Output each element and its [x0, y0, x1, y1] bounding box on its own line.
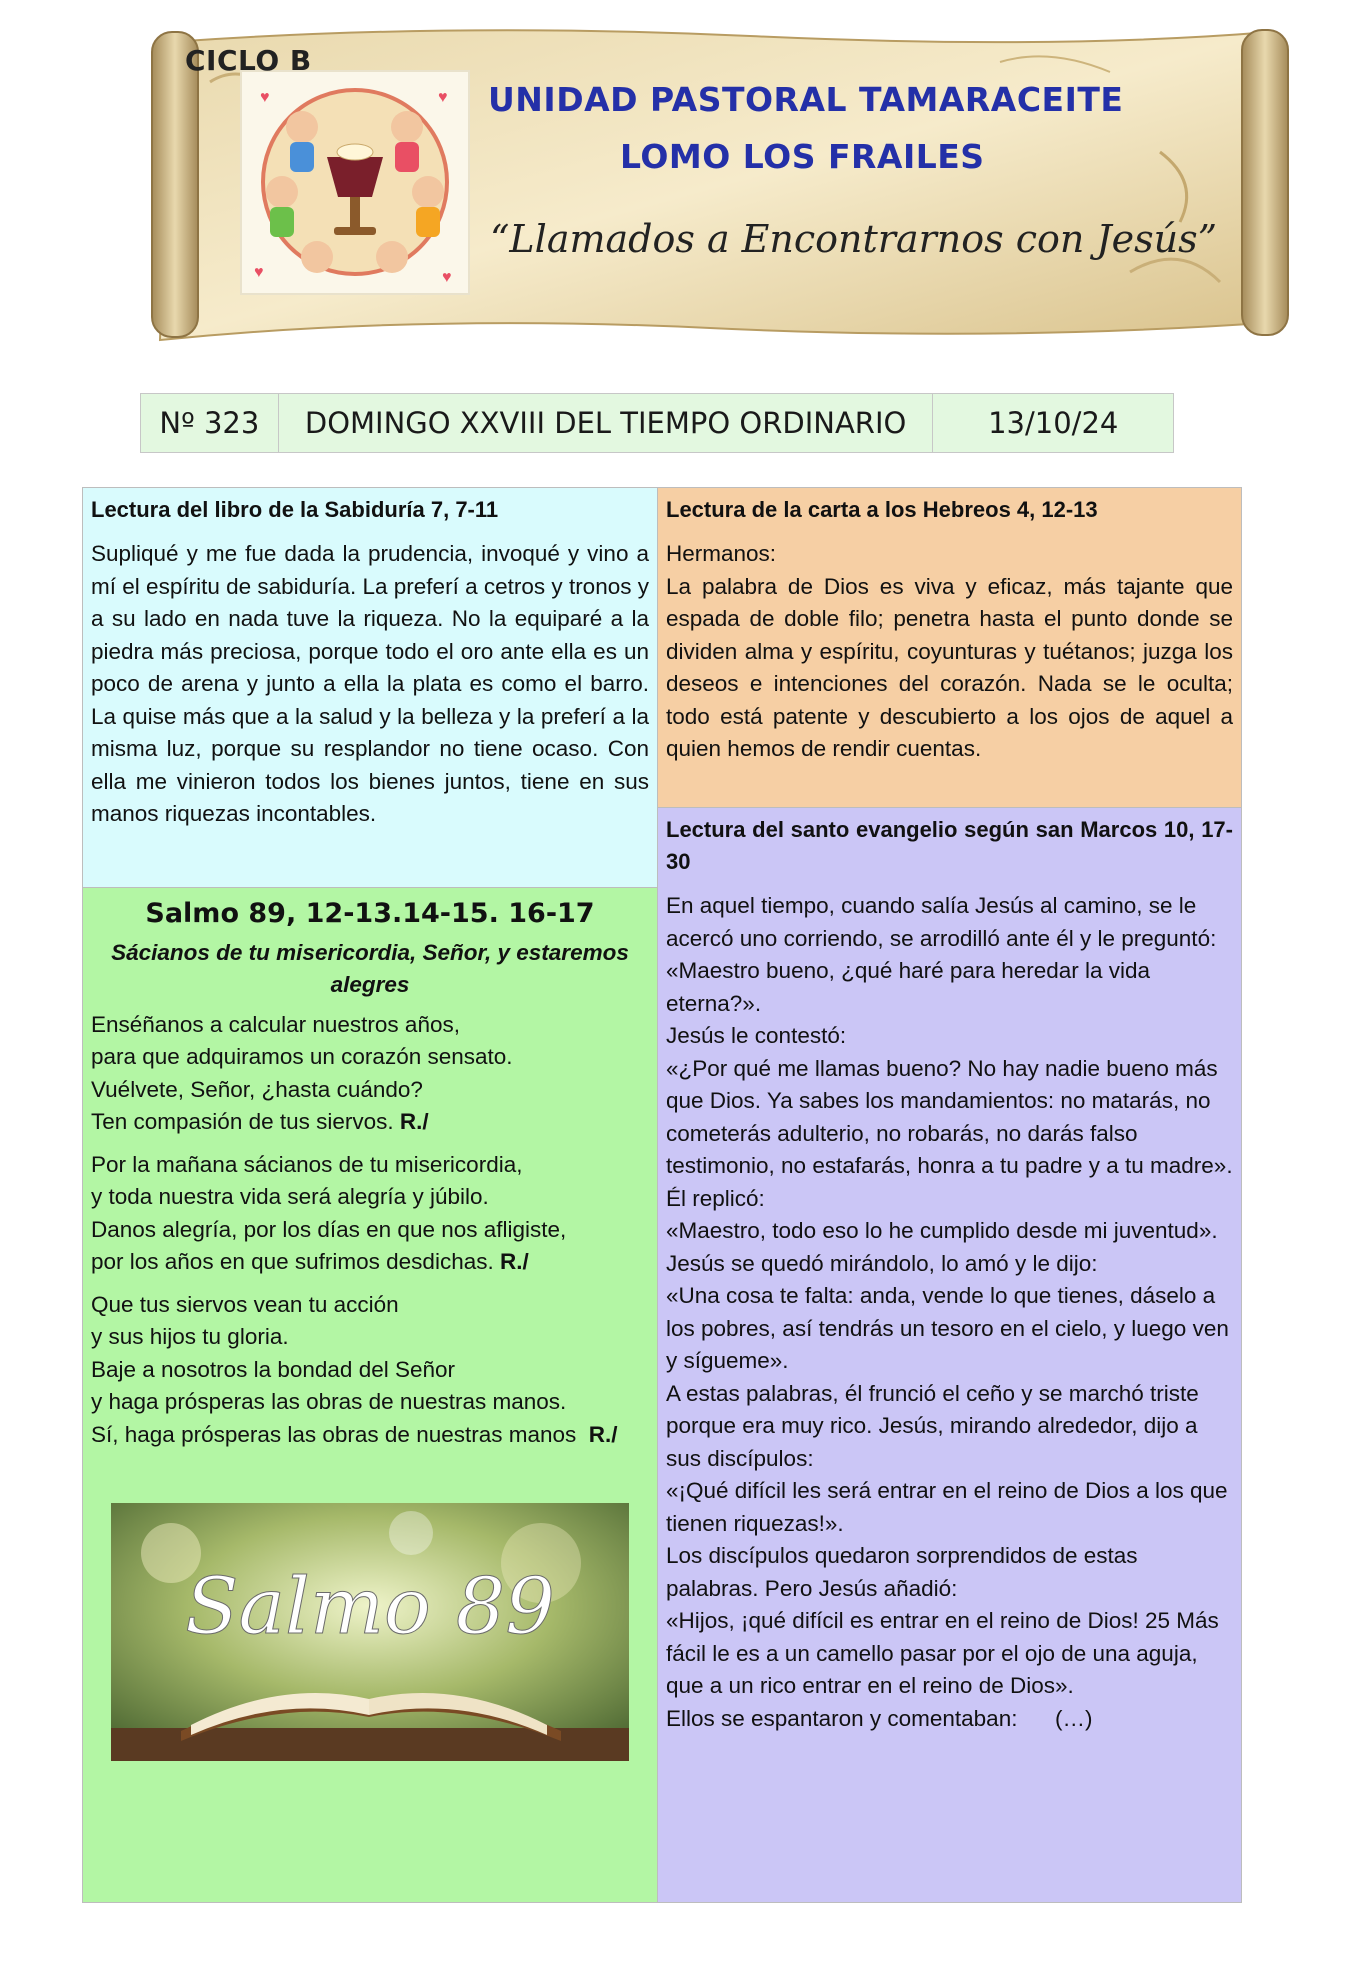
issue-number: Nº 323: [141, 394, 279, 452]
readings-grid: [82, 487, 1242, 1903]
gospel-line: Ellos se espantaron y comentaban: (…): [666, 1705, 1093, 1731]
svg-text:♥: ♥: [442, 269, 452, 286]
response-mark: R./: [399, 1109, 429, 1134]
header-banner: [150, 22, 1290, 347]
first-reading: [83, 488, 658, 888]
first-reading-text: Supliqué y me fue dada la prudencia, invoqué y vino a mí el espíritu de sabiduría. La preferí a cetros y tronos y a su lado en nada tuve la riqueza. No la equiparé a la piedra más preciosa, porque todo el oro ante ella es un poco de arena y junto a ella la plata es como el barro. La quise más que a la salud y la belleza y la preferí a la misma luz, porque su resplandor no tiene ocaso. Con ella me vinieron todos los bienes juntos, tiene en sus manos riquezas incontables.: [91, 541, 649, 826]
issue-header: [140, 393, 1174, 453]
gospel-line: «Una cosa te falta: anda, vende lo que tienes, dáselo a los pobres, así tendrás un tesoro en el cielo, y luego ven y sígueme».: [666, 1283, 1229, 1373]
psalm-line: Enséñanos a calcular nuestros años,: [91, 1011, 460, 1037]
gospel-line: Él replicó:: [666, 1185, 765, 1211]
psalm-stanza-2: [91, 1149, 649, 1279]
gospel-line: «¿Por qué me llamas bueno? No hay nadie bueno más que Dios. Ya sabes los mandamientos: no matarás, no cometerás adulterio, no robarás, no darás falso testimonio, no estafarás, honra a tu padre y a tu madre».: [666, 1055, 1233, 1178]
psalm-image-caption: Salmo 89: [185, 1562, 555, 1652]
gospel-line: Jesús le contestó:: [666, 1023, 847, 1048]
gospel-line: «¡Qué difícil les será entrar en el reino de Dios a los que tienen riquezas!».: [666, 1478, 1228, 1536]
second-reading-heading: Lectura de la carta a los Hebreos 4, 12-13: [666, 497, 1098, 522]
motto: “Llamados a Encontrarnos con Jesús”: [490, 217, 1218, 261]
gospel-line: «Maestro bueno, ¿qué haré para heredar la vida eterna?».: [666, 958, 1151, 1016]
gospel-line: Jesús se quedó mirándolo, lo amó y le dijo:: [666, 1250, 1098, 1276]
psalm-response: Sácianos de tu misericordia, Señor, y estaremos alegres: [111, 939, 629, 997]
org-name-line2: LOMO LOS FRAILES: [620, 137, 985, 176]
psalm-line: y toda nuestra vida será alegría y júbilo.: [91, 1184, 489, 1209]
psalm-line: Por la mañana sácianos de tu misericordia,: [91, 1151, 523, 1177]
response-mark: R./: [500, 1249, 529, 1274]
response-mark: R./: [588, 1421, 618, 1447]
psalm-line: Sí, haga prósperas las obras de nuestras manos: [91, 1421, 577, 1447]
psalm-section: [83, 888, 658, 1902]
psalm-line: para que adquiramos un corazón sensato.: [91, 1044, 513, 1069]
second-reading-greeting: Hermanos:: [666, 541, 777, 566]
issue-date: 13/10/24: [988, 406, 1119, 440]
svg-text:♥: ♥: [254, 264, 264, 281]
gospel-line: En aquel tiempo, cuando salía Jesús al camino, se le acercó uno corriendo, se arrodilló ante él y le preguntó:: [666, 893, 1217, 951]
psalm-line: por los años en que sufrimos desdichas.: [91, 1249, 494, 1274]
psalm-stanza-3: [91, 1289, 649, 1452]
psalm-line: Baje a nosotros la bondad del Señor: [91, 1356, 456, 1382]
org-name-line1: UNIDAD PASTORAL TAMARACEITE: [488, 80, 1124, 119]
gospel-line: A estas palabras, él frunció el ceño y se marchó triste porque era muy rico. Jesús, mirando alrededor, dijo a sus discípulos:: [666, 1380, 1199, 1471]
first-reading-heading: Lectura del libro de la Sabiduría 7, 7-11: [91, 497, 499, 522]
gospel-line: «Maestro, todo eso lo he cumplido desde mi juventud».: [666, 1218, 1218, 1243]
gospel-reading: [658, 808, 1241, 1902]
psalm-line: Danos alegría, por los días en que nos afligiste,: [91, 1216, 567, 1242]
svg-text:♥: ♥: [260, 89, 270, 106]
communion-illustration: [240, 70, 470, 295]
gospel-line: «Hijos, ¡qué difícil es entrar en el reino de Dios! 25 Más fácil le es a un camello pasar por el ojo de una aguja, que a un rico entrar en el reino de Dios».: [666, 1608, 1219, 1698]
issue-title: DOMINGO XXVIII DEL TIEMPO ORDINARIO: [279, 394, 934, 452]
second-reading-text: La palabra de Dios es viva y eficaz, más tajante que espada de doble filo; penetra hasta el punto donde se dividen alma y espíritu, coyunturas y tuétanos; juzga los deseos e intenciones del corazón. Nada se le oculta; todo está patente y descubierto a los ojos de aquel a quien hemos de rendir cuentas.: [666, 573, 1233, 761]
svg-text:♥: ♥: [438, 89, 448, 106]
psalm-title: Salmo 89, 12-13.14-15. 16-17: [145, 898, 595, 929]
psalm-bible-image: [111, 1503, 629, 1761]
gospel-heading: Lectura del santo evangelio según san Marcos 10, 17-30: [666, 817, 1233, 874]
gospel-line: Los discípulos quedaron sorprendidos de estas palabras. Pero Jesús añadió:: [666, 1543, 1138, 1601]
psalm-line: y sus hijos tu gloria.: [91, 1324, 289, 1349]
psalm-line: Vuélvete, Señor, ¿hasta cuándo?: [91, 1076, 423, 1102]
second-reading: [658, 488, 1241, 808]
psalm-line: Ten compasión de tus siervos.: [91, 1109, 394, 1134]
psalm-stanza-1: [91, 1009, 649, 1139]
psalm-line: y haga prósperas las obras de nuestras manos.: [91, 1389, 567, 1414]
cycle-label: CICLO B: [185, 44, 312, 77]
psalm-line: Que tus siervos vean tu acción: [91, 1291, 399, 1317]
